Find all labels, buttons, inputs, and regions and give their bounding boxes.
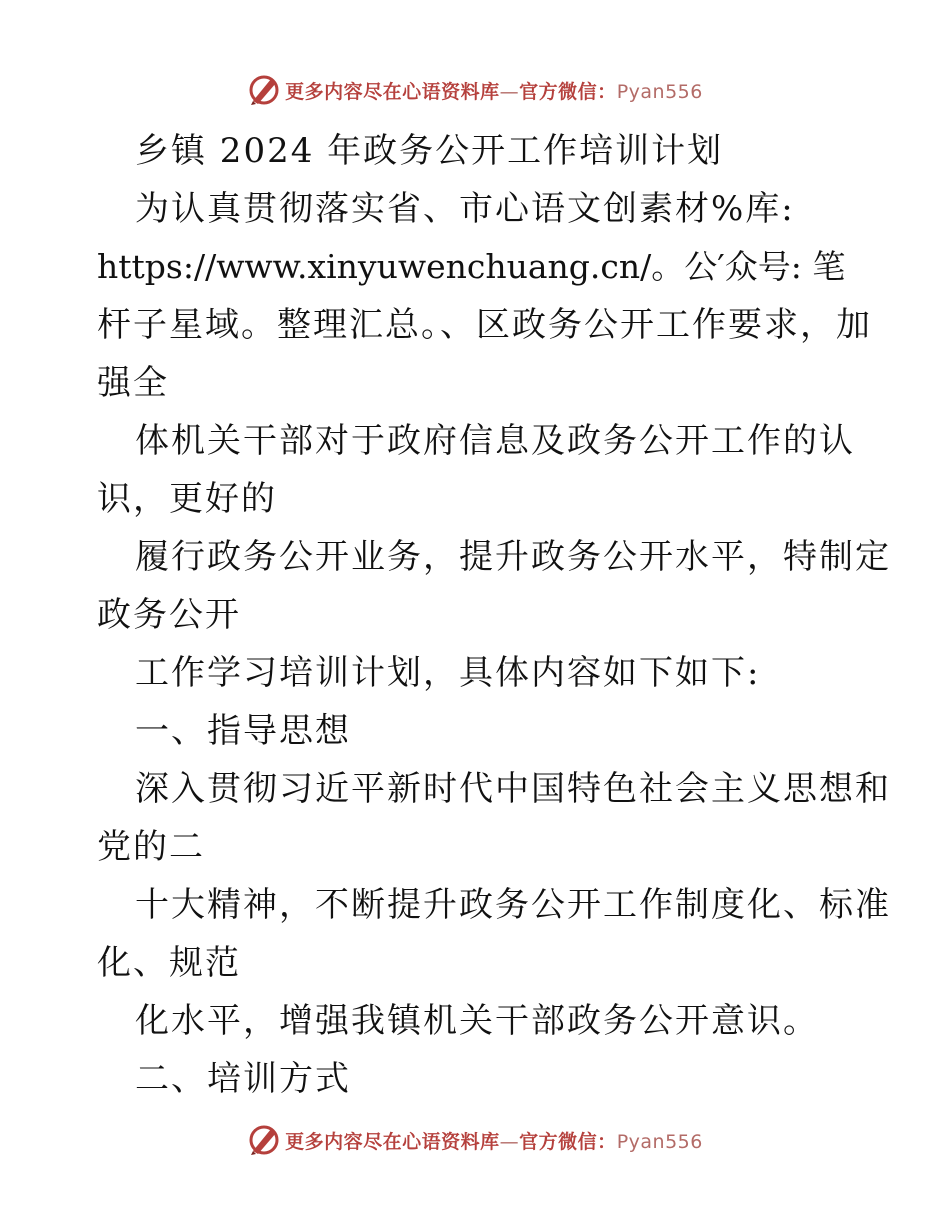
- paragraph-line: 化、规范: [97, 943, 241, 983]
- document-title: 乡镇 2024 年政务公开工作培训计划: [135, 131, 724, 171]
- footer-banner: [0, 1120, 950, 1160]
- pen-logo-icon: [247, 1123, 281, 1157]
- paragraph-line: https://www.xinyuwenchuang.cn/。公′众号: 笔: [97, 247, 846, 286]
- banner-separator: —: [499, 80, 520, 103]
- banner-separator: —: [499, 1130, 520, 1153]
- banner-brand: 更多内容尽在心语资料库: [285, 80, 500, 103]
- paragraph-line: 党的二: [97, 827, 205, 867]
- pen-logo-icon: [247, 73, 281, 107]
- section-heading: 一、指导思想: [135, 711, 351, 751]
- banner-wechat-id: Pyan556: [616, 1130, 703, 1153]
- paragraph-line: 深入贯彻习近平新时代中国特色社会主义思想和: [135, 769, 891, 809]
- banner-text: [285, 1127, 703, 1154]
- banner-brand: 更多内容尽在心语资料库: [285, 1130, 500, 1153]
- paragraph-line: 体机关干部对于政府信息及政务公开工作的认: [135, 421, 855, 461]
- header-banner: [0, 70, 950, 110]
- banner-contact-label: 官方微信：: [519, 80, 617, 103]
- paragraph-line: 政务公开: [97, 595, 241, 635]
- paragraph-line: 化水平，增强我镇机关干部政务公开意识。: [135, 1001, 819, 1041]
- banner-contact-label: 官方微信：: [519, 1130, 617, 1153]
- banner-wechat-id: Pyan556: [616, 80, 703, 103]
- paragraph-line: 工作学习培训计划，具体内容如下如下:: [135, 653, 761, 693]
- document-body: [97, 122, 891, 1108]
- paragraph-line: 强全: [97, 363, 169, 403]
- banner-text: [285, 77, 703, 104]
- paragraph-line: 十大精神，不断提升政务公开工作制度化、标准: [135, 885, 891, 925]
- paragraph-line: 为认真贯彻落实省、市心语文创素材%库:: [135, 189, 795, 229]
- paragraph-line: 杆子星域。整理汇总。、区政务公开工作要求，加: [97, 305, 872, 345]
- section-heading: 二、培训方式: [135, 1059, 351, 1099]
- paragraph-line: 履行政务公开业务，提升政务公开水平，特制定: [135, 537, 891, 577]
- paragraph-line: 识，更好的: [97, 479, 277, 519]
